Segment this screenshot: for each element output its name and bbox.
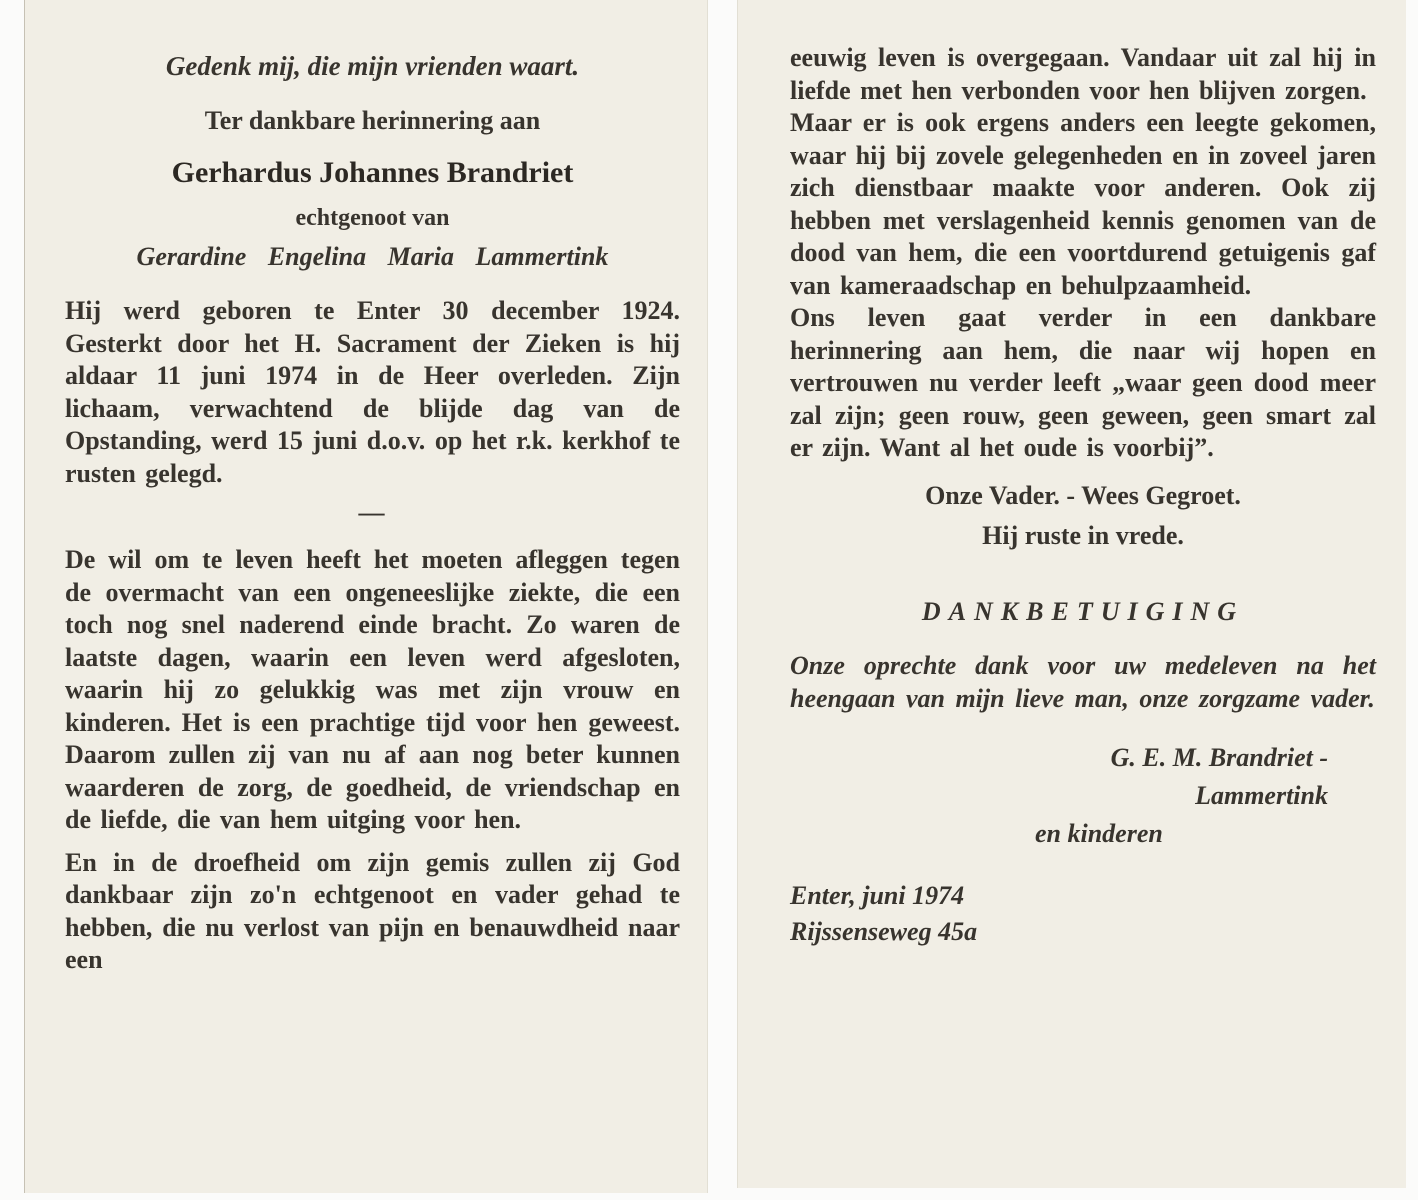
prayer-line-2: Hij ruste in vrede.	[982, 520, 1184, 550]
continuation-paragraph-3: Ons leven gaat verder in een dankbare herinnering aan hem, die naar wij hopen en vertrouwen nu verder leeft „waar geen dood meer zal zijn; geen rouw, geen geween, geen smart zal er zijn. Want al het oude is voorbij”.	[790, 303, 1376, 462]
signature-name: G. E. M. Brandriet -	[1110, 742, 1328, 772]
place-date: Enter, juni 1974	[790, 880, 965, 910]
section-divider: —	[358, 498, 387, 527]
prayer-line-1: Onze Vader. - Wees Gegroet.	[925, 480, 1241, 510]
acknowledgement-text: Onze oprechte dank voor uw medeleven na het heengaan van mijn lieve man, onze zorgzame vader.	[790, 650, 1376, 713]
acknowledgement-title: DANKBETUIGING	[921, 596, 1245, 626]
relation-line: echtgenoot van	[295, 205, 450, 231]
deceased-name: Gerhardus Johannes Brandriet	[171, 156, 574, 189]
card-right-page	[737, 0, 1406, 1188]
address: Rijssenseweg 45a	[790, 916, 978, 946]
spouse-name: Gerardine Engelina Maria Lammertink	[136, 242, 609, 271]
biography-paragraph: Hij werd geboren te Enter 30 december 1924. Gesterkt door het H. Sacrament der Zieken is hij aldaar 11 juni 1974 in de Heer overleden. Zijn lichaam, verwachtend de blijde dag van de Opstanding, werd 15 juni d.o.v. op het r.k. kerkhof te rusten gelegd.	[65, 296, 680, 488]
eulogy-paragraph-2: En in de droefheid om zijn gemis zullen zij God dankbaar zijn zo'n echtgenoot en vader gehad te hebben, die nu verlost van pijn en benauwdheid naar een	[65, 847, 680, 974]
memorial-quote: Gedenk mij, die mijn vrienden waart.	[165, 51, 580, 81]
continuation-paragraph-2: Maar er is ook ergens anders een leegte gekomen, waar hij bij zovele gelegenheden en in zoveel jaren zich dienstbaar maakte voor anderen. Ook zij hebben met verslagenheid kennis genomen van de dood van hem, die een voortdurend getuigenis gaf van kameraadschap en behulpzaamheid.	[790, 108, 1376, 300]
eulogy-paragraph-1: De wil om te leven heeft het moeten afleggen tegen de overmacht van een ongeneeslijke ziekte, die een toch nog snel naderend einde bracht. Zo waren de laatste dagen, waarin een leven werd afgesloten, waarin hij zo gelukkig was met zijn vrouw en kinderen. Het is een prachtige tijd voor hen geweest. Daarom zullen zij van nu af aan nog beter kunnen waarderen de zorg, de goedheid, de vriendschap en de liefde, die van hem uitging voor hen.	[65, 545, 680, 834]
dedication-line: Ter dankbare herinnering aan	[204, 106, 541, 135]
signature-surname: Lammertink	[1195, 780, 1328, 810]
signature-block	[983, 739, 1328, 853]
continuation-paragraph-1: eeuwig leven is overgegaan. Vandaar uit zal hij in liefde met hen verbonden voor hen blijven zorgen.	[790, 43, 1376, 105]
card-left-page	[24, 0, 708, 1193]
signature-children: en kinderen	[1035, 818, 1163, 848]
